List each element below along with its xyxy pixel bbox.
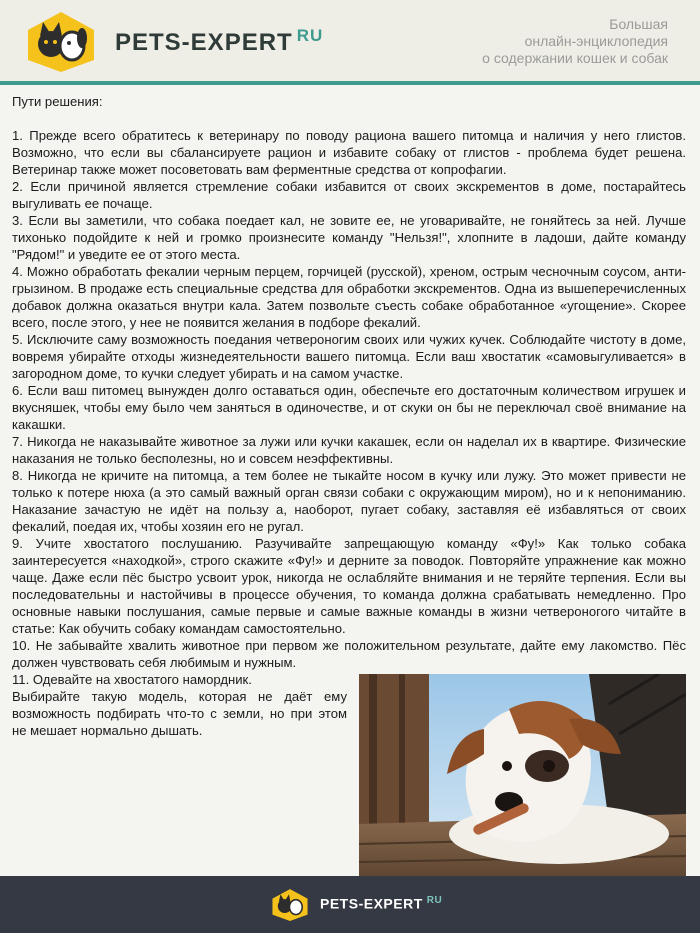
article-body xyxy=(12,93,686,878)
list-item: 7. Никогда не наказывайте животное за лужи или кучки какашек, если он наделал их в квартире. Физические наказания не только бесполезны, но и совсем неэффективны. xyxy=(12,434,686,466)
list-item: 1. Прежде всего обратитесь к ветеринару по поводу рациона вашего питомца и наличия у него глистов. Возможно, что если вы сбалансируете рацион и избавите собаку от глистов - проблема будет решена. Ветеринар также может посоветовать вам ферментные средства от копрофагии. xyxy=(12,128,686,177)
cat-dog-logo-icon[interactable] xyxy=(271,888,309,922)
list-item: 2. Если причиной является стремление собаки избавится от своих экскрементов в доме, постарайтесь выгуливать ее почаще. xyxy=(12,179,686,211)
list-item: 5. Исключите саму возможность поедания четвероногим своих или чужих кучек. Соблюдайте чистоту в доме, вовремя убирайте отходы жизнедеятельности вашего питомца. Если ваш хвостатик «самовыгуливается» в загородном доме, то кучки следует убирать и на самом участке. xyxy=(12,332,686,381)
tagline-line: онлайн-энциклопедия xyxy=(524,33,668,49)
list-item: 3. Если вы заметили, что собака поедает кал, не зовите ее, не уговаривайте, не гоняйтесь за ней. Лучше тихонько подойдите к ней и громко произнесите команду "Нельзя!", хлопните в ладоши, дайте команду "Рядом!" и уведите ее от этого места. xyxy=(12,213,686,262)
brand-suffix: RU xyxy=(296,26,324,45)
list-item: 10. Не забывайте хвалить животное при первом же положительном результате, дайте ему лакомство. Пёс должен чувствовать себя любимым и нужным. xyxy=(12,638,686,670)
site-brand[interactable] xyxy=(115,26,323,57)
footer-brand-name: PETS-EXPERT xyxy=(320,895,423,912)
list-item: Выбирайте такую модель, которая не даёт ему возможность подбирать что-то с земли, но при этом не мешает нормально дышать. xyxy=(12,689,347,738)
site-header xyxy=(0,0,700,85)
list-item: 8. Никогда не кричите на питомца, а тем более не тыкайте носом в кучку или лужу. Это может привести не только к потере нюха (а это самый важный орган связи собаки с окружающим миром), но и к непониманию. Наказание зачастую не идёт на пользу а, наоборот, пугает собаку, заставляя её избавляться от своих фекалий, поедая их, чтобы хозяин его не ругал. xyxy=(12,468,686,534)
site-footer xyxy=(0,876,700,933)
tagline-line: о содержании кошек и собак xyxy=(482,50,668,66)
article-intro: Пути решения: xyxy=(12,94,103,109)
list-item: 6. Если ваш питомец вынужден долго оставаться один, обеспечьте его достаточным количеством игрушек и вкусняшек, чтобы ему было чем заняться в одиночестве, и от скуки он бы не переключал своё внимание на какашки. xyxy=(12,383,686,432)
puppy-photo xyxy=(359,674,686,878)
footer-brand-suffix: RU xyxy=(426,895,443,906)
list-item: 4. Можно обработать фекалии черным перцем, горчицей (русской), хреном, острым чесночным соусом, анти-грызином. В продаже есть специальные средства для обработки экскрементов. Одна из вышеперечисленных добавок должна оказаться внутри кала. Затем позвольте съесть собаке обработанное «угощение». Скорее всего, после этого, у нее не появится желания в подборе фекалий. xyxy=(12,264,686,330)
footer-brand[interactable] xyxy=(320,895,442,912)
tagline-line: Большая xyxy=(609,16,668,32)
list-item: 9. Учите хвостатого послушанию. Разучивайте запрещающую команду «Фу!» Как только собака заинтересуется «находкой», строго скажите «Фу!» и дерните за поводок. Повторяйте упражнение как можно чаще. Даже если пёс быстро усвоит урок, никогда не ослабляйте внимания и не теряйте терпения. Если вы последовательны и настойчивы в процессе обучения, то команда должна срабатывать немедленно. Про основные навыки послушания, самые первые и самые важные команды в жизни четвероногого читайте в статье: Как обучить собаку командам самостоятельно. xyxy=(12,536,686,636)
paragraph-gap xyxy=(12,110,686,127)
brand-name: PETS-EXPERT xyxy=(115,29,293,56)
list-item: 11. Одевайте на хвостатого намордник. xyxy=(12,672,252,687)
site-tagline xyxy=(482,16,668,67)
cat-dog-logo-icon[interactable] xyxy=(26,10,96,74)
